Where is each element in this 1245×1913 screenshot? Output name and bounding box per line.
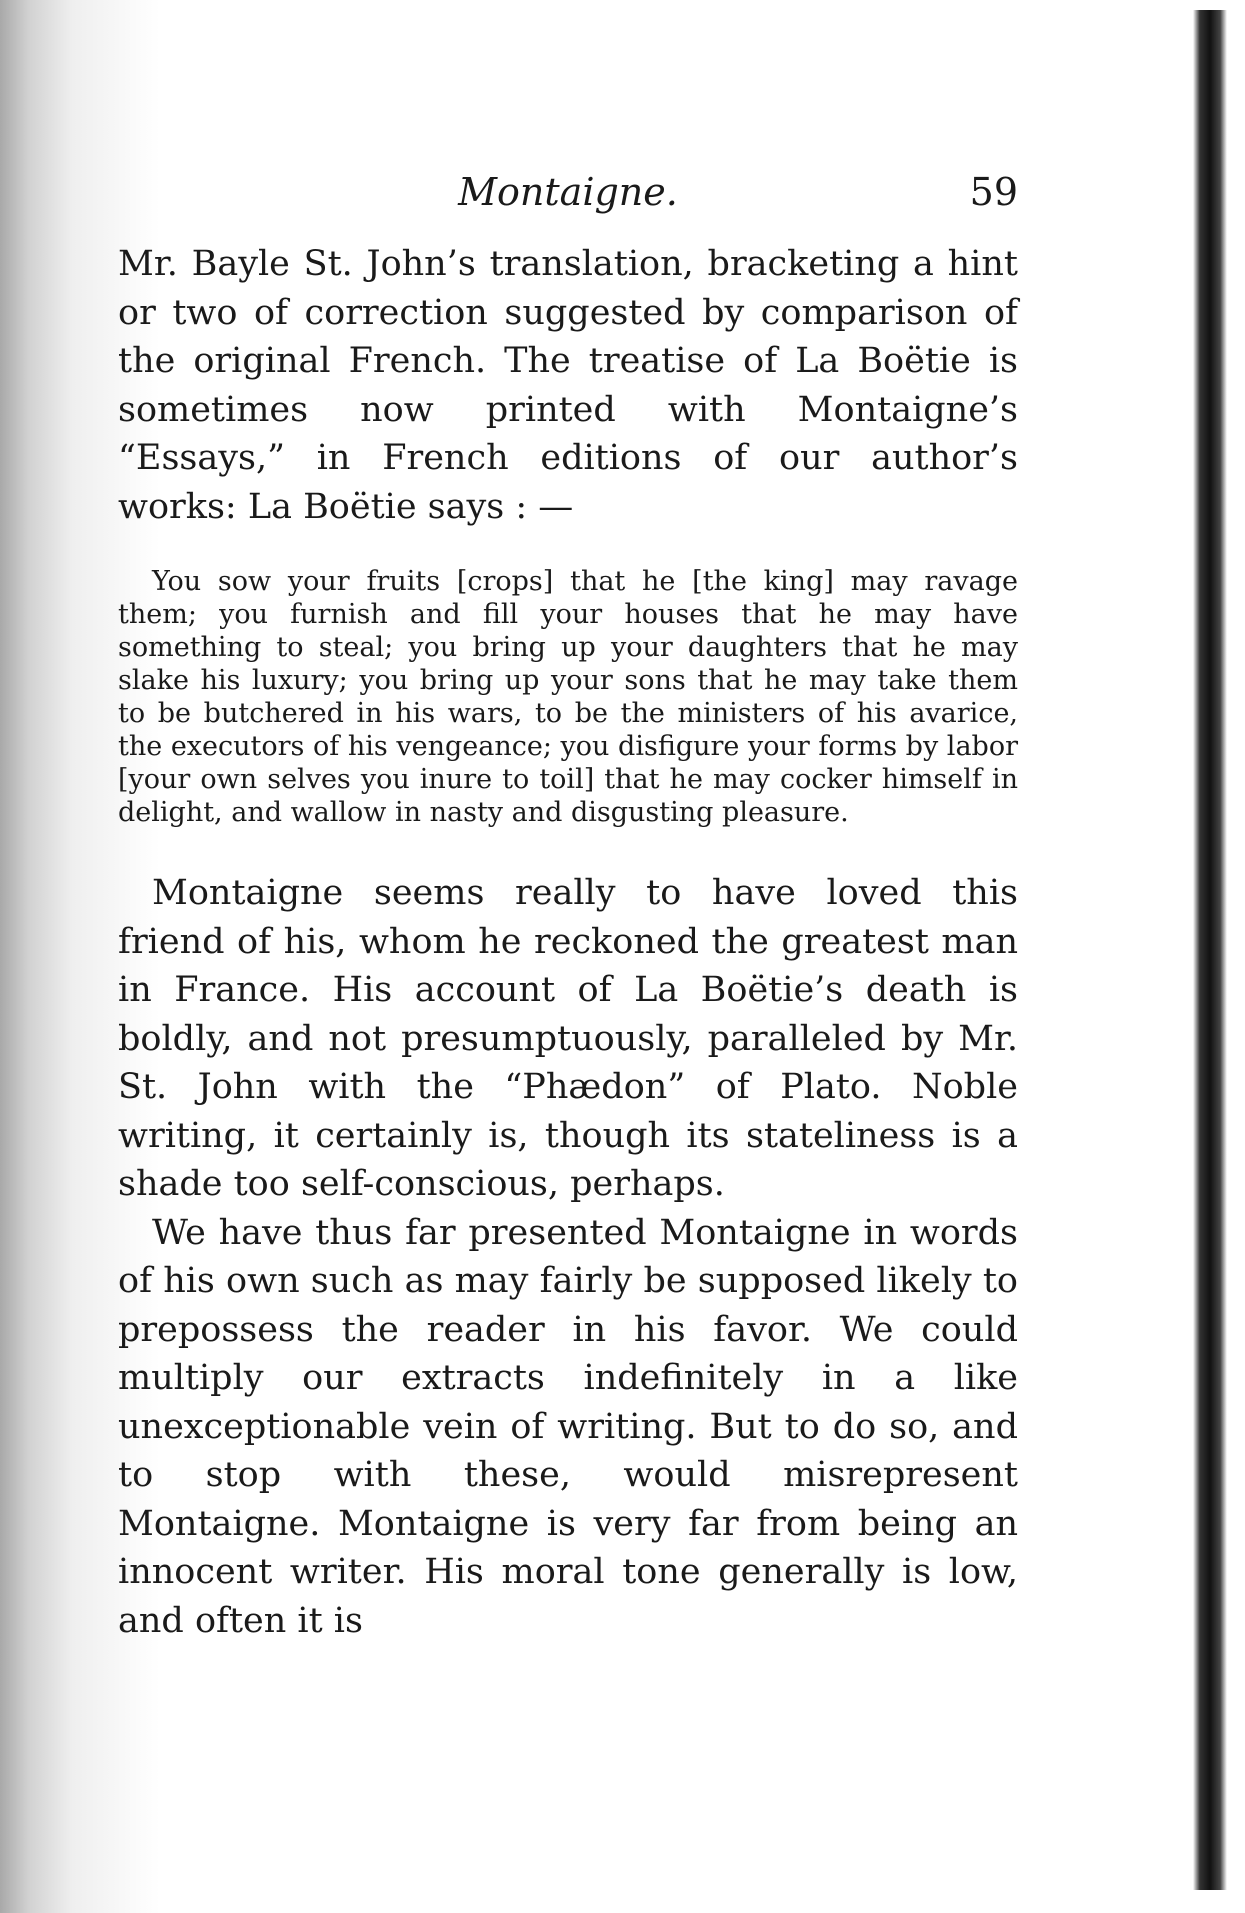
running-title: Montaigne.	[458, 170, 678, 214]
page-number: 59	[969, 170, 1018, 214]
book-page	[118, 170, 1018, 1645]
block-quote: You sow your fruits [crops] that he [the king] may ravage them; you furnish and fill your houses that he may have something to steal; you bring up your daughters that he may slake his luxury; you bring up your sons that he may take them to be butchered in his wars, to be the ministers of his avarice, the executors of his vengeance; you disfigure your forms by labor [your own selves you inure to toil] that he may cocker himself in delight, and wallow in nasty and disgusting pleasure.	[118, 566, 1018, 828]
running-head	[118, 170, 1018, 240]
page-edge-border	[1193, 10, 1227, 1890]
paragraph-friendship: Montaigne seems really to have loved this friend of his, whom he reckoned the greatest man in France. His account of La Boëtie’s death is boldly, and not presumptuously, paralleled by Mr. St. John with the “Phædon” of Plato. Noble writing, it certainly is, though its stateliness is a shade too self-conscious, perhaps.	[118, 873, 1018, 1204]
paragraph-moral-tone: We have thus far presented Montaigne in words of his own such as may fairly be supposed likely to prepossess the reader in his favor. We could multiply our extracts indefinitely in a like unexceptionable vein of writing. But to do so, and to stop with these, would misrepresent Montaigne. Montaigne is very far from being an innocent writer. His moral tone generally is low, and often it is	[118, 1212, 1018, 1641]
paragraph-continuation: Mr. Bayle St. John’s translation, bracketing a hint or two of correction suggested by comparison of the original French. The treatise of La Boëtie is sometimes now printed with Montaigne’s “Essays,” in French editions of our author’s works: La Boëtie says : —	[118, 244, 1018, 527]
